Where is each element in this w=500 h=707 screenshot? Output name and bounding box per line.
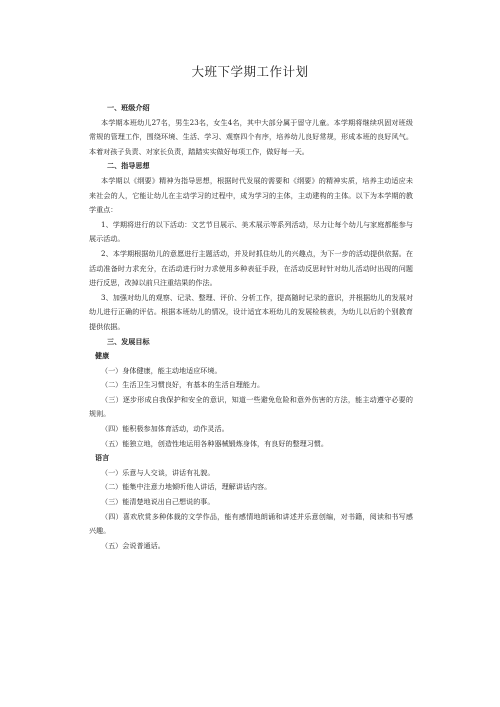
section-heading-guiding-idea: 二、指导思想 [107,161,150,171]
health-item: （五）能独立地，创造性地运用各种器械锻炼身体，有良好的整理习惯。 [101,438,328,448]
health-item: （一）身体健康，能主动地适应环境。 [101,365,222,375]
language-item: （一）乐意与人交谈，讲话有礼貌。 [101,467,215,477]
language-item: （二）能集中注意力地倾听他人讲话，理解讲话内容。 [101,482,272,492]
subheading-health: 健康 [95,351,110,361]
paragraph-guiding-idea: 本学期以《纲要》精神为指导思想，根据时代发展的需要和《纲要》的精神实质，培养主动适应未来社会的人，它能让幼儿在主动学习的过程中，成为学习的主体，主动建构的主体。以下为本学期的教学重点： [89,175,413,215]
health-item: （四）能积极参加体育活动，动作灵活。 [101,424,229,434]
paragraph-point-3: 3、加强对幼儿的观察、记录、整理、评价、分析工作，提高随时记录的意识，并根据幼儿的发展对幼儿进行正确的评估。根据本班幼儿的情况，设计适宜本班幼儿的发展检核表，为幼儿以后的个别教育提供依据。 [89,292,413,331]
section-heading-class-intro: 一、班级介绍 [107,103,150,112]
paragraph-point-2: 2、本学期根据幼儿的意愿进行主题活动，并及时抓住幼儿的兴趣点，为下一步的活动提供依据。在活动准备时力求充分，在活动进行时力求使用多种表征手段，在活动反思时针对幼儿活动时出现的问题进行反思，改掉以前只注重结果的作法。 [89,248,413,288]
section-heading-goals: 三、发展目标 [107,336,150,346]
health-item: （三）逐步形成自我保护和安全的意识，知道一些避免危险和意外伤害的方法，能主动遵守必要的规则。 [89,394,413,419]
language-item: （三）能清楚地说出自己想说的事。 [101,497,215,507]
paragraph-class-intro: 本学期本班幼儿27名，男生23名，女生4名，其中大部分属于留守儿童。本学期将继续巩固对班级常规的管理工作，围绕环境、生活、学习、观察四个有序，培养幼儿良好常规，形成本班的良好风气。本着对孩子负责、对家长负责，踏踏实实做好每项工作，做好每一天。 [89,117,413,156]
subheading-language: 语言 [95,453,110,463]
paragraph-point-1: 1、学期将进行的以下活动：文艺节目展示、美术展示等系列活动，尽力让每个幼儿与家庭都能参与展示活动。 [89,219,413,244]
language-item: （四）喜欢欣赏多种体裁的文学作品，能有感情地朗诵和讲述并乐意创编，对书籍，阅读和书写感兴趣。 [89,511,413,536]
language-item: （五）会说普通话。 [101,540,165,550]
health-item: （二）生活卫生习惯良好，有基本的生活自理能力。 [101,380,265,390]
document-body [89,101,413,553]
document-title: 大班下学期工作计划 [191,64,309,79]
